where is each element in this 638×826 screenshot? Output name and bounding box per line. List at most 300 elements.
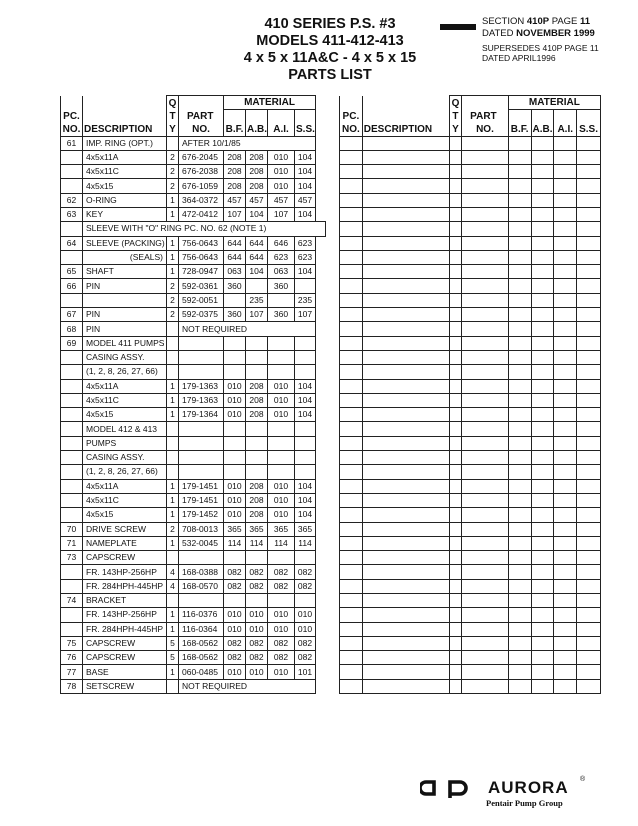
blank-cell bbox=[508, 651, 531, 665]
blank-cell bbox=[462, 651, 509, 665]
ab-cell: 208 bbox=[246, 150, 268, 164]
qty-cell bbox=[167, 136, 179, 150]
blank-cell bbox=[508, 365, 531, 379]
part-no-cell: NOT REQUIRED bbox=[179, 679, 316, 693]
pc-cell bbox=[61, 622, 83, 636]
ai-cell bbox=[268, 594, 295, 608]
blank-cell bbox=[508, 308, 531, 322]
part-no-cell: 179-1451 bbox=[179, 493, 224, 507]
blank-cell bbox=[340, 565, 363, 579]
bf-cell: 208 bbox=[224, 165, 246, 179]
blank-cell bbox=[462, 536, 509, 550]
blank-cell bbox=[531, 493, 554, 507]
description-cell: 4x5x11C bbox=[83, 493, 167, 507]
pc-cell bbox=[61, 451, 83, 465]
blank-cell bbox=[462, 193, 509, 207]
blank-row bbox=[340, 579, 601, 593]
registered-mark: ® bbox=[580, 776, 586, 783]
title-series: 410 SERIES P.S. #3 bbox=[264, 16, 396, 32]
ss-cell: 104 bbox=[295, 393, 316, 407]
blank-cell bbox=[508, 236, 531, 250]
description-cell: MODEL 412 & 413 bbox=[83, 422, 167, 436]
qty-cell: 2 bbox=[167, 293, 179, 307]
blank-row bbox=[340, 636, 601, 650]
ai-cell: 010 bbox=[268, 393, 295, 407]
ai-cell bbox=[268, 422, 295, 436]
header-blank bbox=[246, 110, 268, 123]
blank-cell bbox=[362, 279, 449, 293]
blank-cell bbox=[554, 565, 577, 579]
header-ss: S.S. bbox=[296, 123, 315, 135]
blank-cell bbox=[531, 679, 554, 693]
header-ab: A.B. bbox=[532, 123, 553, 135]
part-no-cell: 179-1363 bbox=[179, 393, 224, 407]
blank-cell bbox=[577, 207, 601, 221]
blank-cell bbox=[362, 350, 449, 364]
blank-cell bbox=[462, 465, 509, 479]
qty-cell: 1 bbox=[167, 393, 179, 407]
header-description: DESCRIPTION bbox=[362, 123, 449, 137]
blank-cell bbox=[508, 608, 531, 622]
ab-cell bbox=[246, 451, 268, 465]
blank-cell bbox=[508, 322, 531, 336]
blank-row bbox=[340, 436, 601, 450]
blank-cell bbox=[554, 350, 577, 364]
blank-cell bbox=[531, 136, 554, 150]
header-desc-blank bbox=[362, 96, 449, 110]
ai-cell: 360 bbox=[268, 308, 295, 322]
blank-cell bbox=[449, 594, 461, 608]
ab-cell bbox=[246, 365, 268, 379]
bf-cell: 010 bbox=[224, 408, 246, 422]
description-cell: NAMEPLATE bbox=[83, 536, 167, 550]
blank-cell bbox=[508, 279, 531, 293]
ss-cell: 104 bbox=[295, 379, 316, 393]
blank-cell bbox=[577, 136, 601, 150]
blank-cell bbox=[554, 379, 577, 393]
blank-cell bbox=[340, 636, 363, 650]
blank-cell bbox=[577, 165, 601, 179]
description-cell: CAPSCREW bbox=[83, 651, 167, 665]
ab-cell bbox=[246, 279, 268, 293]
title-parts-list: PARTS LIST bbox=[288, 67, 372, 83]
description-cell: 4x5x11A bbox=[83, 150, 167, 164]
blank-cell bbox=[554, 479, 577, 493]
header-blank bbox=[508, 110, 531, 123]
blank-cell bbox=[508, 622, 531, 636]
ai-cell bbox=[268, 336, 295, 350]
blank-cell bbox=[462, 408, 509, 422]
blank-cell bbox=[554, 493, 577, 507]
blank-cell bbox=[531, 193, 554, 207]
description-cell: PIN bbox=[83, 308, 167, 322]
blank-cell bbox=[449, 465, 461, 479]
blank-cell bbox=[577, 365, 601, 379]
table-row bbox=[61, 479, 326, 493]
part-no-cell: 592-0051 bbox=[179, 293, 224, 307]
ss-cell bbox=[295, 451, 316, 465]
page-label: PAGE bbox=[549, 16, 581, 27]
blank-cell bbox=[449, 393, 461, 407]
blank-cell bbox=[449, 622, 461, 636]
blank-cell bbox=[340, 236, 363, 250]
blank-row bbox=[340, 594, 601, 608]
part-no-cell bbox=[179, 422, 224, 436]
ai-cell bbox=[268, 436, 295, 450]
ss-cell bbox=[295, 436, 316, 450]
ss-cell: 235 bbox=[295, 293, 316, 307]
blank-cell bbox=[340, 150, 363, 164]
part-no-cell bbox=[179, 436, 224, 450]
blank-cell bbox=[462, 393, 509, 407]
pc-cell bbox=[61, 579, 83, 593]
description-cell: CAPSCREW bbox=[83, 551, 167, 565]
blank-cell bbox=[554, 594, 577, 608]
header-ab: A.B. bbox=[247, 123, 267, 135]
blank-row bbox=[340, 393, 601, 407]
part-no-cell: 532-0045 bbox=[179, 536, 224, 550]
blank-cell bbox=[508, 594, 531, 608]
blank-cell bbox=[362, 579, 449, 593]
table-row bbox=[61, 207, 326, 221]
blank-cell bbox=[508, 451, 531, 465]
bf-cell bbox=[224, 465, 246, 479]
ab-cell bbox=[246, 594, 268, 608]
pc-cell: 65 bbox=[61, 265, 83, 279]
blank-cell bbox=[531, 179, 554, 193]
blank-cell bbox=[362, 365, 449, 379]
blank-cell bbox=[362, 536, 449, 550]
qty-cell: 2 bbox=[167, 150, 179, 164]
ab-cell: 208 bbox=[246, 165, 268, 179]
table-row bbox=[61, 150, 326, 164]
aurora-logo bbox=[420, 776, 590, 812]
qty-cell: 1 bbox=[167, 508, 179, 522]
ai-cell: 010 bbox=[268, 479, 295, 493]
part-no-cell: 756-0643 bbox=[179, 236, 224, 250]
ss-cell: 104 bbox=[295, 150, 316, 164]
blank-cell bbox=[577, 451, 601, 465]
description-cell bbox=[83, 293, 167, 307]
qty-cell: 1 bbox=[167, 479, 179, 493]
blank-cell bbox=[531, 579, 554, 593]
qty-cell: 4 bbox=[167, 579, 179, 593]
blank-cell bbox=[554, 393, 577, 407]
page-number: 11 bbox=[580, 16, 591, 27]
table-row bbox=[61, 165, 326, 179]
ss-cell: 365 bbox=[295, 522, 316, 536]
blank-cell bbox=[531, 165, 554, 179]
qty-cell bbox=[167, 322, 179, 336]
ab-cell bbox=[246, 465, 268, 479]
blank-cell bbox=[554, 179, 577, 193]
header-t: T bbox=[167, 110, 179, 123]
ai-cell bbox=[268, 350, 295, 364]
blank-cell bbox=[577, 422, 601, 436]
header-bf: B.F. bbox=[508, 123, 531, 137]
blank-cell bbox=[462, 608, 509, 622]
blank-cell bbox=[508, 579, 531, 593]
ss-cell: 010 bbox=[295, 608, 316, 622]
blank-cell bbox=[362, 136, 449, 150]
ai-cell: 114 bbox=[268, 536, 295, 550]
ai-cell: 010 bbox=[268, 165, 295, 179]
blank-cell bbox=[449, 236, 461, 250]
blank-cell bbox=[554, 665, 577, 679]
blank-cell bbox=[531, 565, 554, 579]
blank-cell bbox=[462, 565, 509, 579]
blank-cell bbox=[554, 365, 577, 379]
table-row bbox=[61, 308, 326, 322]
blank-cell bbox=[577, 594, 601, 608]
header-blank bbox=[577, 110, 601, 123]
blank-cell bbox=[508, 551, 531, 565]
blank-cell bbox=[577, 222, 601, 236]
bf-cell: 010 bbox=[224, 665, 246, 679]
ab-cell: 208 bbox=[246, 379, 268, 393]
blank-cell bbox=[340, 451, 363, 465]
description-cell: FR. 143HP-256HP bbox=[83, 608, 167, 622]
pc-cell: 78 bbox=[61, 679, 83, 693]
blank-cell bbox=[462, 594, 509, 608]
dated-label: DATED bbox=[482, 27, 517, 39]
blank-cell bbox=[554, 165, 577, 179]
blank-cell bbox=[449, 551, 461, 565]
qty-cell: 1 bbox=[167, 250, 179, 264]
blank-cell bbox=[462, 265, 509, 279]
description-cell: FR. 143HP-256HP bbox=[83, 565, 167, 579]
blank-cell bbox=[340, 422, 363, 436]
blank-cell bbox=[508, 350, 531, 364]
blank-cell bbox=[362, 408, 449, 422]
ai-cell: 010 bbox=[268, 179, 295, 193]
ss-cell: 104 bbox=[295, 408, 316, 422]
blank-cell bbox=[362, 451, 449, 465]
blank-cell bbox=[462, 522, 509, 536]
header-blank bbox=[295, 110, 316, 123]
blank-cell bbox=[449, 636, 461, 650]
qty-cell: 2 bbox=[167, 279, 179, 293]
pc-cell bbox=[61, 179, 83, 193]
blank-cell bbox=[340, 479, 363, 493]
blank-cell bbox=[531, 265, 554, 279]
blank-cell bbox=[554, 451, 577, 465]
ab-cell: 457 bbox=[246, 193, 268, 207]
table-row bbox=[61, 508, 326, 522]
blank-row bbox=[340, 479, 601, 493]
table-row bbox=[61, 350, 326, 364]
ss-cell bbox=[295, 365, 316, 379]
part-no-cell: 168-0570 bbox=[179, 579, 224, 593]
bf-cell: 644 bbox=[224, 250, 246, 264]
supersedes-info bbox=[482, 43, 599, 63]
pc-cell bbox=[61, 508, 83, 522]
ss-cell: 457 bbox=[295, 193, 316, 207]
blank-cell bbox=[362, 679, 449, 693]
blank-row bbox=[340, 365, 601, 379]
bf-cell: 010 bbox=[224, 508, 246, 522]
blank-cell bbox=[508, 336, 531, 350]
ai-cell bbox=[268, 365, 295, 379]
part-no-cell: NOT REQUIRED bbox=[179, 322, 316, 336]
pc-cell bbox=[61, 250, 83, 264]
blank-cell bbox=[577, 565, 601, 579]
pc-cell bbox=[61, 565, 83, 579]
part-no-cell: 179-1364 bbox=[179, 408, 224, 422]
blank-cell bbox=[449, 265, 461, 279]
blank-cell bbox=[449, 408, 461, 422]
blank-cell bbox=[508, 393, 531, 407]
section-code: 410P bbox=[526, 16, 550, 27]
blank-cell bbox=[577, 193, 601, 207]
blank-row bbox=[340, 665, 601, 679]
table-row bbox=[61, 236, 326, 250]
bf-cell bbox=[224, 293, 246, 307]
ss-cell: 623 bbox=[295, 250, 316, 264]
table-row bbox=[61, 293, 326, 307]
bf-cell: 082 bbox=[224, 565, 246, 579]
blank-cell bbox=[577, 665, 601, 679]
blank-cell bbox=[449, 493, 461, 507]
ab-cell bbox=[246, 422, 268, 436]
ab-cell: 208 bbox=[246, 408, 268, 422]
bf-cell bbox=[224, 594, 246, 608]
blank-cell bbox=[508, 536, 531, 550]
blank-cell bbox=[554, 436, 577, 450]
blank-cell bbox=[554, 651, 577, 665]
blank-cell bbox=[531, 422, 554, 436]
part-no-cell bbox=[179, 365, 224, 379]
description-cell: IMP. RING (OPT.) bbox=[83, 136, 167, 150]
description-cell: CASING ASSY. bbox=[83, 451, 167, 465]
header-part: PART bbox=[179, 110, 224, 123]
description-cell: FR. 284HPH-445HP bbox=[83, 579, 167, 593]
part-no-cell: 116-0364 bbox=[179, 622, 224, 636]
header-part-no: NO. bbox=[462, 123, 509, 137]
blank-cell bbox=[340, 165, 363, 179]
blank-cell bbox=[577, 379, 601, 393]
blank-row bbox=[340, 551, 601, 565]
ai-cell: 457 bbox=[268, 193, 295, 207]
ab-cell bbox=[246, 336, 268, 350]
bf-cell: 114 bbox=[224, 536, 246, 550]
blank-cell bbox=[340, 293, 363, 307]
blank-cell bbox=[462, 136, 509, 150]
blank-row bbox=[340, 465, 601, 479]
blank-cell bbox=[449, 522, 461, 536]
blank-cell bbox=[462, 350, 509, 364]
blank-cell bbox=[531, 451, 554, 465]
blank-cell bbox=[340, 594, 363, 608]
description-cell: 4x5x15 bbox=[83, 508, 167, 522]
blank-cell bbox=[554, 508, 577, 522]
description-cell: 4x5x11A bbox=[83, 479, 167, 493]
ss-cell: 623 bbox=[295, 236, 316, 250]
blank-cell bbox=[554, 136, 577, 150]
table-row bbox=[61, 465, 326, 479]
blank-row bbox=[340, 250, 601, 264]
pc-cell: 64 bbox=[61, 236, 83, 250]
table-row bbox=[61, 408, 326, 422]
blank-row bbox=[340, 336, 601, 350]
blank-cell bbox=[340, 393, 363, 407]
ab-cell: 208 bbox=[246, 479, 268, 493]
blank-cell bbox=[577, 293, 601, 307]
blank-cell bbox=[449, 451, 461, 465]
blank-cell bbox=[577, 250, 601, 264]
blank-cell bbox=[340, 308, 363, 322]
description-cell: O-RING bbox=[83, 193, 167, 207]
description-cell: BASE bbox=[83, 665, 167, 679]
brand-name: AURORA bbox=[488, 778, 569, 797]
blank-cell bbox=[340, 379, 363, 393]
pump-group: Pentair Pump Group bbox=[486, 798, 563, 808]
blank-cell bbox=[340, 651, 363, 665]
part-no-cell: 756-0643 bbox=[179, 250, 224, 264]
ab-cell: 235 bbox=[246, 293, 268, 307]
part-no-cell: 116-0376 bbox=[179, 608, 224, 622]
blank-cell bbox=[449, 136, 461, 150]
blank-cell bbox=[577, 579, 601, 593]
blank-cell bbox=[508, 465, 531, 479]
blank-cell bbox=[554, 679, 577, 693]
table-row bbox=[61, 594, 326, 608]
qty-cell bbox=[167, 451, 179, 465]
blank-cell bbox=[554, 622, 577, 636]
blank-cell bbox=[449, 508, 461, 522]
table-row bbox=[61, 393, 326, 407]
blank-cell bbox=[362, 422, 449, 436]
section-marker-bar bbox=[440, 24, 476, 30]
qty-cell bbox=[167, 336, 179, 350]
blank-cell bbox=[508, 193, 531, 207]
blank-cell bbox=[531, 651, 554, 665]
table-row bbox=[61, 322, 326, 336]
blank-cell bbox=[531, 322, 554, 336]
blank-cell bbox=[340, 622, 363, 636]
blank-cell bbox=[449, 436, 461, 450]
ai-cell bbox=[268, 293, 295, 307]
blank-cell bbox=[362, 150, 449, 164]
part-no-cell: 168-0562 bbox=[179, 636, 224, 650]
blank-cell bbox=[508, 565, 531, 579]
ai-cell: 082 bbox=[268, 651, 295, 665]
blank-cell bbox=[577, 651, 601, 665]
blank-cell bbox=[449, 651, 461, 665]
blank-cell bbox=[462, 451, 509, 465]
header-blank bbox=[554, 110, 577, 123]
ap-logo-icon bbox=[420, 779, 482, 799]
blank-cell bbox=[362, 322, 449, 336]
blank-cell bbox=[531, 308, 554, 322]
blank-cell bbox=[362, 193, 449, 207]
blank-cell bbox=[531, 250, 554, 264]
bf-cell: 010 bbox=[224, 379, 246, 393]
pc-cell bbox=[61, 165, 83, 179]
blank-cell bbox=[531, 594, 554, 608]
blank-cell bbox=[340, 608, 363, 622]
bf-cell bbox=[224, 350, 246, 364]
blank-cell bbox=[449, 336, 461, 350]
ai-cell: 623 bbox=[268, 250, 295, 264]
blank-cell bbox=[340, 279, 363, 293]
ss-cell: 082 bbox=[295, 565, 316, 579]
qty-cell bbox=[167, 436, 179, 450]
table-row bbox=[61, 179, 326, 193]
blank-cell bbox=[340, 665, 363, 679]
blank-cell bbox=[531, 279, 554, 293]
ab-cell: 208 bbox=[246, 393, 268, 407]
